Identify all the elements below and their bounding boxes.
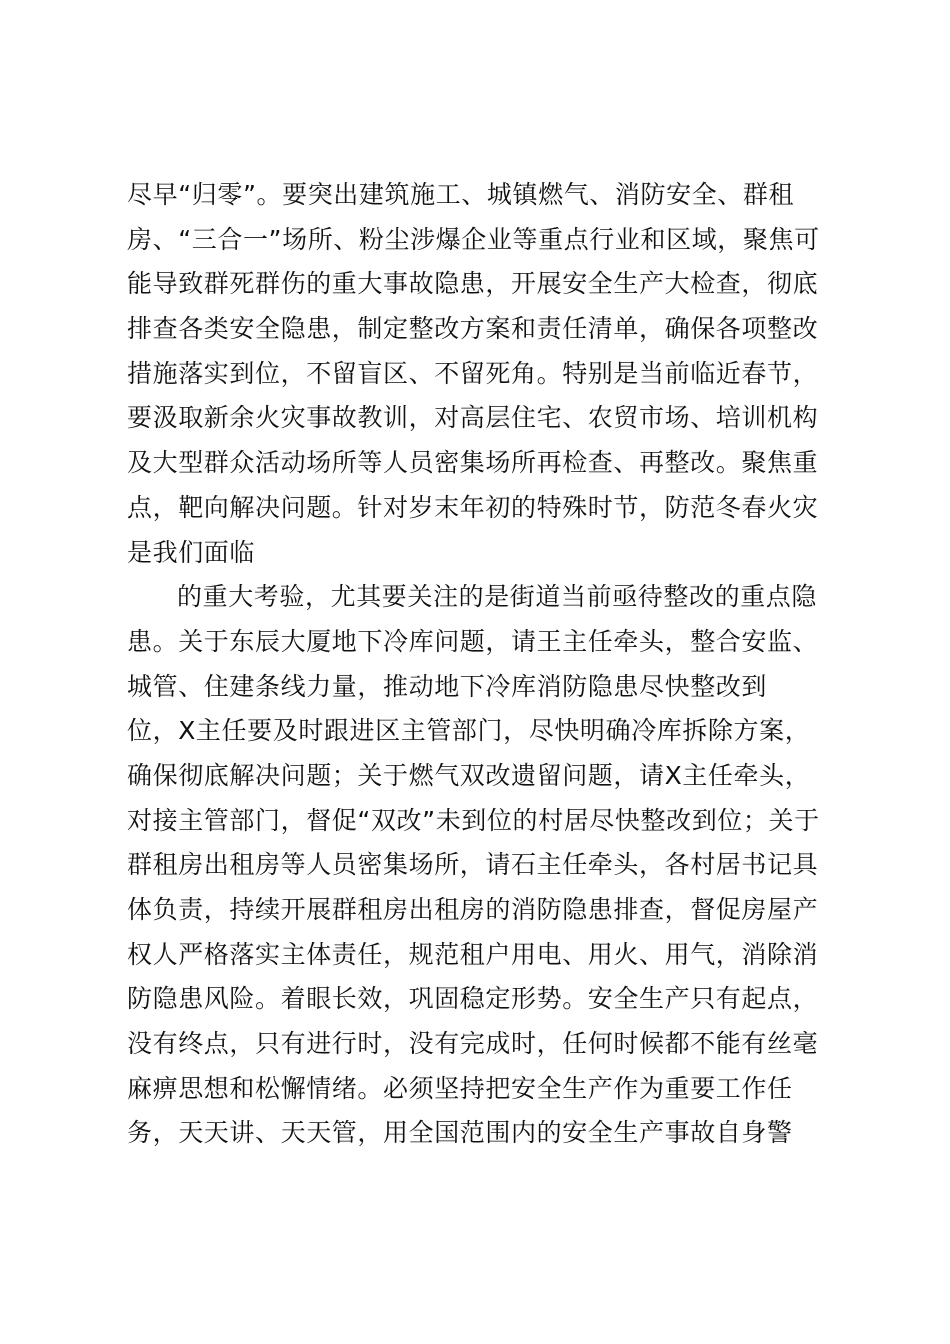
text-line: 城管、住建条线力量，推动地下冷库消防隐患尽快整改到 xyxy=(127,671,768,701)
text-line: 措施落实到位，不留盲区、不留死角。特别是当前临近春节， xyxy=(127,358,819,388)
text-line: 能导致群死群伤的重大事故隐患，开展安全生产大检查，彻底 xyxy=(127,269,819,299)
text-line: 没有终点，只有进行时，没有完成时，任何时候都不能有丝毫 xyxy=(127,1029,819,1059)
text-line: 位，X主任要及时跟进区主管部门，尽快明确冷库拆除方案， xyxy=(127,716,811,746)
text-line: 是我们面临 xyxy=(127,537,256,567)
text-line: 群租房出租房等人员密集场所，请石主任牵头，各村居书记具 xyxy=(127,850,819,880)
text-line: 尽早“归零”。要突出建筑施工、城镇燃气、消防安全、群租 xyxy=(127,180,795,209)
text-line: 体负责，持续开展群租房出租房的消防隐患排查，督促房屋产 xyxy=(127,895,819,924)
text-line: 对接主管部门，督促“双改”未到位的村居尽快整改到位；关于 xyxy=(127,805,820,835)
text-line: 务，天天讲、天天管，用全国范围内的安全生产事故自身警 xyxy=(127,1118,793,1148)
text-line: 权人严格落实主体责任，规范租户用电、用火、用气，消除消 xyxy=(127,939,819,969)
text-line: 的重大考验，尤其要关注的是街道当前亟待整改的重点隐 xyxy=(177,582,818,612)
text-line: 点，靶向解决问题。针对岁末年初的特殊时节，防范冬春火灾 xyxy=(127,492,819,522)
text-line: 房、“三合一”场所、粉尘涉爆企业等重点行业和区域，聚焦可 xyxy=(127,224,820,254)
text-line: 麻痹思想和松懈情绪。必须坚持把安全生产作为重要工作任 xyxy=(127,1073,793,1103)
text-line: 患。关于东辰大厦地下冷库问题，请王主任牵头，整合安监、 xyxy=(127,626,819,656)
text-line: 排查各类安全隐患，制定整改方案和责任清单，确保各项整改 xyxy=(127,314,819,344)
body-text xyxy=(127,173,827,1156)
text-line: 防隐患风险。着眼长效，巩固稳定形势。安全生产只有起点， xyxy=(127,984,819,1014)
text-line: 要汲取新余火灾事故教训，对高层住宅、农贸市场、培训机构 xyxy=(127,403,819,433)
text-line: 及大型群众活动场所等人员密集场所再检查、再整改。聚焦重 xyxy=(127,448,819,478)
text-line: 确保彻底解决问题；关于燃气双改遗留问题，请X主任牵头， xyxy=(127,760,811,790)
